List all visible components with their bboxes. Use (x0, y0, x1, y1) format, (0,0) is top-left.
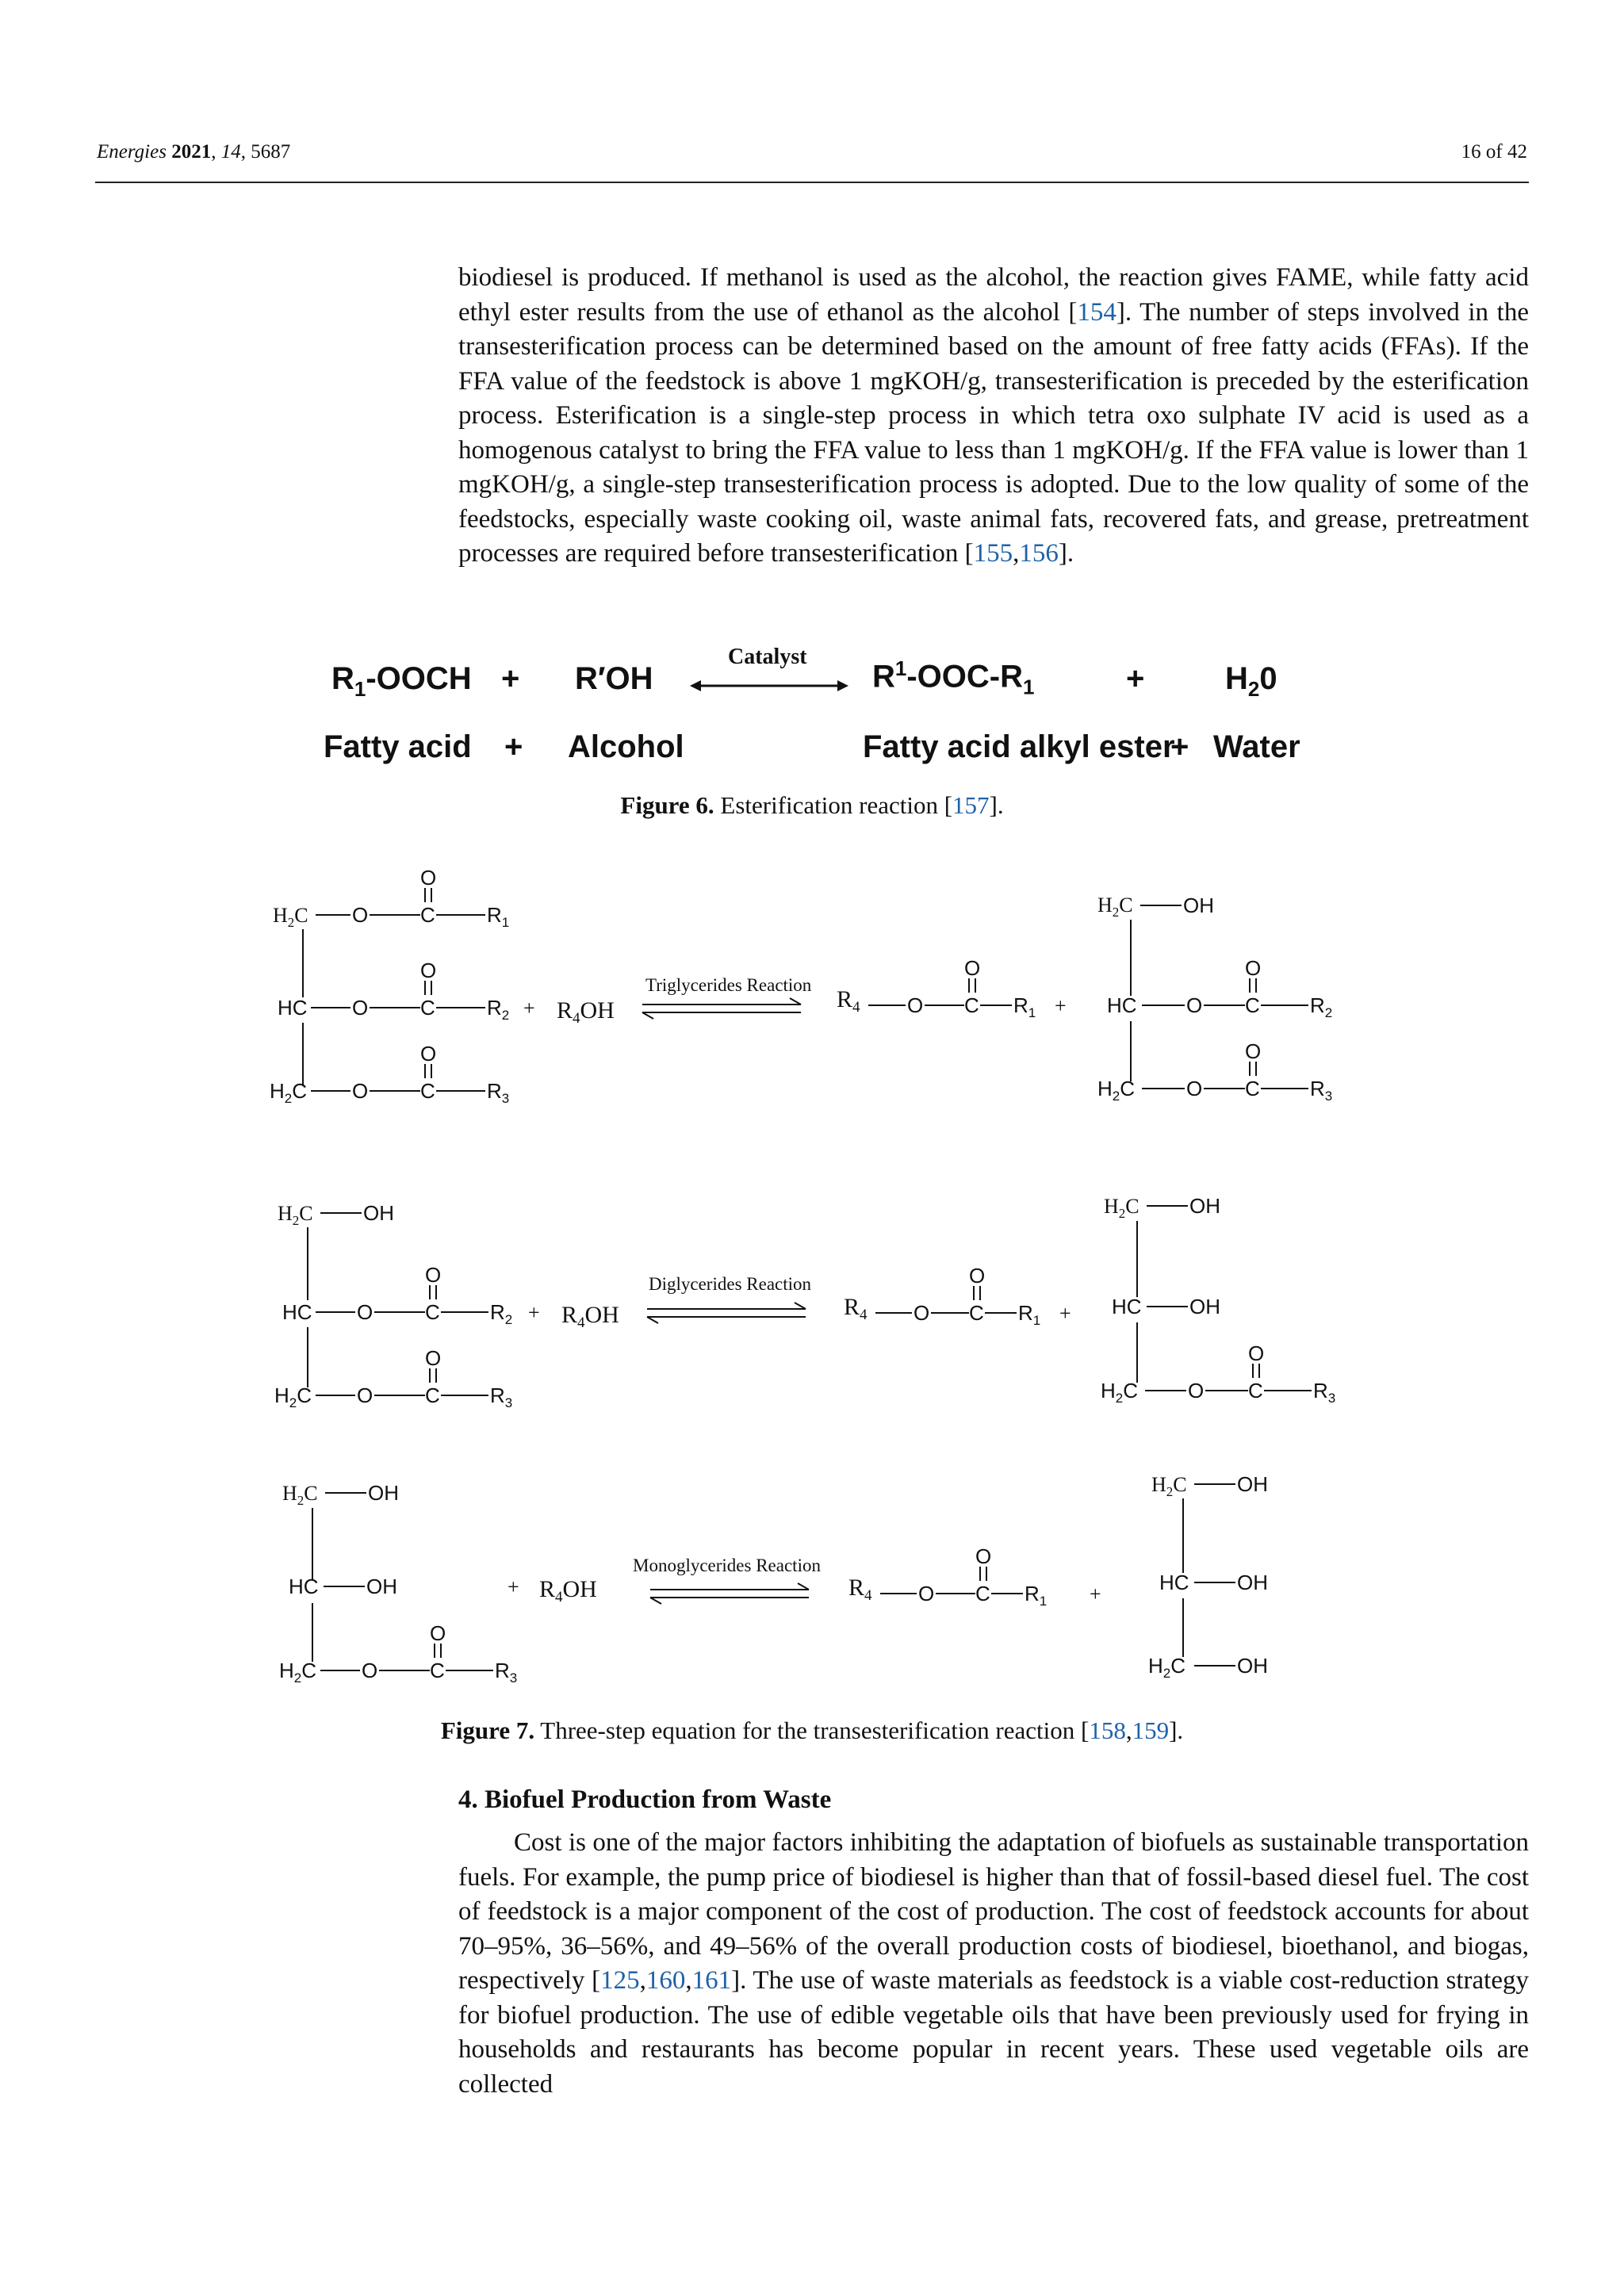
svg-text:R1: $R_1$ (1018, 1301, 1041, 1328)
svg-text:O: O (918, 1582, 935, 1605)
svg-text:C: C (425, 1300, 440, 1324)
glycerol-product (1148, 1472, 1268, 1681)
svg-text:OH: OH (1183, 894, 1214, 917)
svg-text:O: O (430, 1621, 446, 1645)
svg-text:OH: OH (1189, 1194, 1220, 1218)
svg-text:R3: $R_3$ (495, 1659, 518, 1686)
journal-year: 2021 (171, 141, 212, 163)
product-water-formula: $H_20$ (1225, 661, 1277, 701)
svg-text:R4: $R_4$ (844, 1294, 868, 1323)
diglyceride-product (1097, 894, 1332, 1104)
article-number: 5687 (251, 141, 291, 163)
citation-link[interactable]: 159 (1132, 1716, 1170, 1744)
svg-text:R3: $R_3$ (487, 1079, 510, 1106)
svg-text:O: O (907, 993, 924, 1017)
svg-text:R2: $R_2$ (490, 1300, 513, 1327)
svg-text:OH: OH (1189, 1295, 1220, 1318)
diglycerides-reaction-label: Diglycerides Reaction (649, 1274, 812, 1294)
svg-text:H2C: $H_2C$ (1101, 1379, 1139, 1406)
svg-text:O: O (352, 1079, 369, 1103)
svg-text:+: + (1059, 1302, 1071, 1325)
svg-text:C: C (969, 1301, 984, 1325)
body-paragraph-1: biodiesel is produced. If methanol is used as the alcohol, the reaction gives FAME, while fatty acid ethyl ester results from the use of ethanol as the alcohol [154]. The number of steps involved in the transesterification process can be determined based on the amount of free fatty acids (FFAs). If the FFA value of the feedstock is above 1 mgKOH/g, transesterification is preceded by the esterification process. Esterification is a single-step process in which tetra oxo sulphate IV acid is used as a homogenous catalyst to bring the FFA value to less than 1 mgKOH/g. If the FFA value is lower than 1 mgKOH/g, a single-step transesterification process is adopted. Due to the low quality of some of the feedstocks, especially waste cooking oil, waste animal fats, recovered fats, and grease, pretreatment processes are required before transesterification [155,156]. (458, 263, 1529, 568)
svg-text:H2C: $H_2C$ (1104, 1195, 1139, 1221)
citation-link[interactable]: 125 (600, 1966, 640, 1995)
plus-sign: + (501, 661, 520, 696)
svg-text:O: O (357, 1300, 373, 1324)
svg-text:C: C (420, 996, 435, 1020)
svg-text:C: C (420, 1079, 435, 1103)
svg-text:H2C: $H_2C$ (279, 1659, 317, 1686)
ester-product-3 (848, 1544, 1047, 1609)
svg-text:C: C (964, 993, 979, 1017)
svg-text:C: C (425, 1383, 440, 1407)
svg-text:O: O (1245, 1039, 1262, 1063)
plus-sign: + (1126, 661, 1145, 696)
svg-text:R4OH: $R_4OH$ (557, 997, 615, 1027)
svg-text:HC: HC (1112, 1295, 1142, 1318)
svg-text:H2C: $H_2C$ (274, 1383, 312, 1410)
svg-text:O: O (1188, 1379, 1205, 1402)
svg-text:H2C: $H_2C$ (273, 904, 308, 930)
plus-sign: + (1170, 729, 1189, 764)
citation-link[interactable]: 158 (1089, 1716, 1126, 1744)
svg-text:O: O (1186, 1077, 1203, 1100)
svg-text:O: O (914, 1301, 930, 1325)
citation-link[interactable]: 154 (1077, 297, 1116, 327)
svg-text:O: O (1248, 1341, 1265, 1365)
svg-text:HC: HC (1107, 993, 1137, 1017)
svg-text:HC: HC (282, 1300, 312, 1324)
svg-text:OH: OH (1237, 1571, 1268, 1594)
label-fatty-acid: Fatty acid (324, 729, 472, 764)
svg-text:R2: $R_2$ (1310, 993, 1333, 1020)
svg-text:HC: HC (1159, 1571, 1189, 1594)
svg-text:OH: OH (368, 1481, 399, 1505)
svg-text:C: C (975, 1582, 990, 1605)
journal-name: Energies (97, 141, 167, 163)
svg-text:O: O (1245, 956, 1262, 980)
citation-link[interactable]: 156 (1019, 539, 1059, 568)
svg-text:OH: OH (366, 1575, 397, 1598)
svg-text:H2C: $H_2C$ (1151, 1473, 1187, 1499)
label-alcohol: Alcohol (568, 729, 684, 764)
svg-text:HC: HC (278, 996, 308, 1020)
citation-link[interactable]: 161 (691, 1966, 732, 1995)
svg-text:H2C: $H_2C$ (270, 1079, 308, 1106)
monoglyceride-structure (279, 1481, 517, 1686)
svg-text:R4OH: $R_4OH$ (561, 1302, 619, 1331)
svg-text:O: O (969, 1264, 986, 1288)
svg-text:O: O (420, 1042, 437, 1066)
svg-text:H2C: $H_2C$ (1097, 894, 1133, 920)
ester-product-1 (837, 956, 1036, 1020)
reactant-fatty-acid-formula: $R_1$-OOCH (331, 661, 472, 701)
figure-6-caption: Figure 6. Esterification reaction [157]. (620, 791, 1004, 819)
svg-text:R1: $R_1$ (1025, 1582, 1048, 1609)
svg-text:R3: $R_3$ (1310, 1077, 1333, 1104)
svg-text:HC: HC (289, 1575, 319, 1598)
ester-product-2 (844, 1264, 1040, 1328)
svg-text:O: O (425, 1346, 442, 1370)
svg-text:+: + (528, 1301, 540, 1324)
journal-volume: 14 (220, 141, 241, 163)
svg-text:R3: $R_3$ (1313, 1379, 1336, 1406)
svg-text:O: O (425, 1263, 442, 1287)
label-water: Water (1213, 729, 1300, 764)
svg-text:R4OH: $R_4OH$ (539, 1576, 597, 1605)
svg-text:R2: $R_2$ (487, 996, 510, 1023)
monoglyceride-product (1101, 1194, 1335, 1406)
svg-text:OH: OH (1237, 1472, 1268, 1496)
svg-text:C: C (1245, 1077, 1260, 1100)
equilibrium-arrow (690, 675, 848, 696)
figure-7-caption: Figure 7. Three-step equation for the transesterification reaction [158,159]. (440, 1716, 1184, 1744)
label-fatty-acid-alkyl-ester: Fatty acid alkyl ester (863, 729, 1175, 764)
citation-link[interactable]: 155 (973, 539, 1013, 568)
svg-text:O: O (352, 996, 369, 1020)
section-heading: 4. Biofuel Production from Waste (458, 1785, 832, 1814)
svg-text:O: O (352, 903, 369, 927)
catalyst-label: Catalyst (728, 645, 807, 669)
svg-text:O: O (1186, 993, 1203, 1017)
svg-text:R1: $R_1$ (1013, 993, 1036, 1020)
svg-text:O: O (964, 956, 981, 980)
svg-text:H2C: $H_2C$ (1097, 1077, 1136, 1104)
svg-text:H2C: $H_2C$ (1148, 1654, 1186, 1681)
svg-text:H2C: $H_2C$ (282, 1482, 318, 1508)
svg-text:+: + (1055, 994, 1067, 1017)
svg-text:+: + (1090, 1582, 1101, 1605)
svg-text:R4: $R_4$ (837, 986, 860, 1016)
svg-text:C: C (1245, 993, 1260, 1017)
svg-text:C: C (1248, 1379, 1263, 1402)
svg-text:R3: $R_3$ (490, 1383, 513, 1410)
diglyceride-structure (274, 1201, 512, 1410)
svg-text:O: O (420, 959, 437, 982)
svg-text:C: C (420, 903, 435, 927)
triglyceride-structure (270, 866, 509, 1106)
body-paragraph-2: Cost is one of the major factors inhibiting the adaptation of biofuels as sustainable transportation fuels. For example, the pump price of biodiesel is higher than that of fossil-based diesel fuel. The cost of feedstock is a major component of the cost of production. The cost of feedstock accounts for about 70–95%, 36–56%, and 49–56% of the overall production costs of biodiesel, bioethanol, and biogas, respectively [125,160,161]. The use of waste materials as feedstock is a viable cost-reduction strategy for biofuel production. The use of edible vegetable oils that have been previously used for frying in households and restaurants has become popular in recent years. These used vegetable oils are collected (458, 1828, 1529, 2099)
reactant-alcohol-formula: R′OH (575, 661, 653, 696)
svg-text:R4: $R_4$ (848, 1575, 872, 1604)
monoglycerides-reaction-label: Monoglycerides Reaction (633, 1556, 821, 1575)
citation-link[interactable]: 157 (952, 791, 990, 819)
svg-text:O: O (975, 1544, 992, 1568)
svg-text:+: + (508, 1575, 519, 1598)
citation-link[interactable]: 160 (645, 1966, 686, 1995)
svg-text:OH: OH (1237, 1654, 1268, 1678)
plus-sign: + (504, 729, 523, 764)
header-rule (95, 182, 1529, 183)
triglycerides-reaction-label: Triglycerides Reaction (645, 975, 812, 995)
svg-text:R1: $R_1$ (487, 903, 510, 930)
svg-text:O: O (357, 1383, 373, 1407)
svg-text:+: + (523, 997, 535, 1020)
product-ester-formula: $R^1-OOC-R_1$ (872, 656, 1035, 699)
svg-text:O: O (420, 866, 437, 890)
running-header: Energies 2021, 14, 5687 (97, 141, 291, 163)
svg-text:O: O (362, 1659, 378, 1682)
svg-text:OH: OH (363, 1201, 394, 1225)
svg-text:C: C (430, 1659, 445, 1682)
svg-text:H2C: $H_2C$ (278, 1202, 313, 1228)
page-number: 16 of 42 (1461, 141, 1527, 163)
